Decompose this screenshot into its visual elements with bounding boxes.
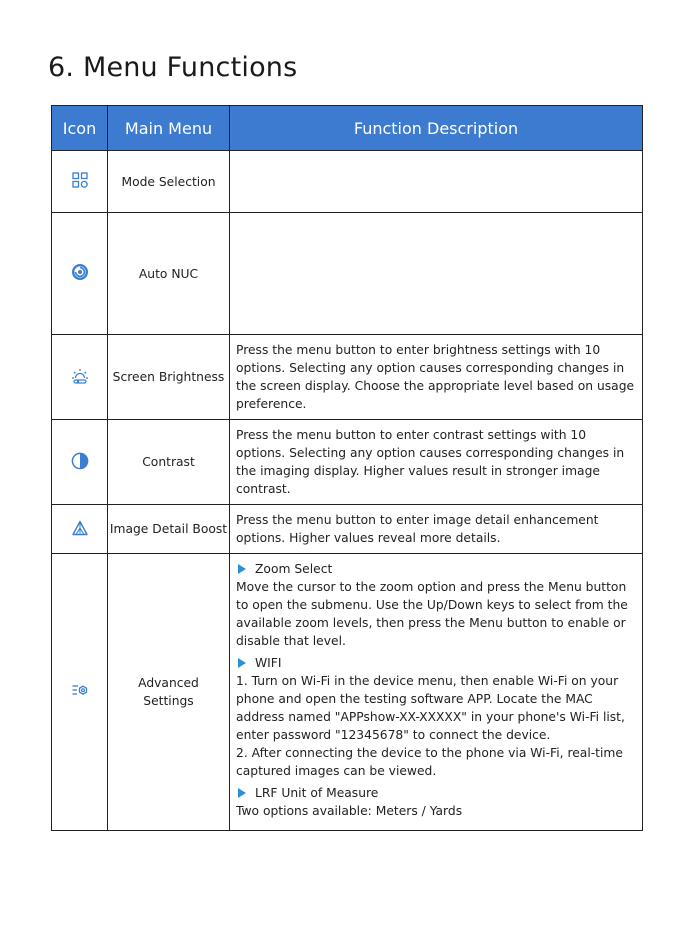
menu-functions-table <box>51 105 643 831</box>
page-title: 6. Menu Functions <box>48 52 298 83</box>
zoom-select-heading <box>236 560 636 578</box>
description-mode-selection <box>230 151 643 213</box>
screen-brightness-icon <box>71 367 89 385</box>
menu-screen-brightness: Screen Brightness <box>108 335 230 420</box>
contrast-icon <box>71 452 89 470</box>
auto-nuc-icon <box>71 263 89 281</box>
wifi-heading <box>236 654 636 672</box>
bullet-triangle-icon <box>238 788 246 798</box>
wifi-label: WIFI <box>255 656 282 670</box>
menu-image-detail-boost: Image Detail Boost <box>108 505 230 554</box>
menu-contrast: Contrast <box>108 420 230 505</box>
lrf-unit-heading <box>236 784 636 802</box>
table-row <box>52 505 643 554</box>
description-image-detail-boost: Press the menu button to enter image detail enhancement options. Higher values reveal more details. <box>230 505 643 554</box>
bullet-triangle-icon <box>238 564 246 574</box>
description-auto-nuc <box>230 213 643 335</box>
header-main-menu: Main Menu <box>108 106 230 151</box>
menu-auto-nuc: Auto NUC <box>108 213 230 335</box>
zoom-select-label: Zoom Select <box>255 562 333 576</box>
description-advanced-settings <box>230 554 643 831</box>
lrf-unit-text: Two options available: Meters / Yards <box>236 804 463 818</box>
menu-advanced-settings <box>108 554 230 831</box>
lrf-unit-label: LRF Unit of Measure <box>255 786 379 800</box>
zoom-select-text: Move the cursor to the zoom option and press the Menu button to open the submenu. Use the Up/Down keys to select from the available zoom levels, then press the Menu button to enable or disable that level. <box>236 580 628 648</box>
header-icon: Icon <box>52 106 108 151</box>
menu-advanced-line1: Advanced <box>138 676 199 690</box>
table-row <box>52 420 643 505</box>
table-row <box>52 335 643 420</box>
bullet-triangle-icon <box>238 658 246 668</box>
header-function-description: Function Description <box>230 106 643 151</box>
table-row <box>52 554 643 831</box>
wifi-text-2: 2. After connecting the device to the phone via Wi-Fi, real-time captured images can be viewed. <box>236 746 623 778</box>
description-contrast: Press the menu button to enter contrast settings with 10 options. Selecting any option causes corresponding changes in the imaging display. Higher values result in stronger image contrast. <box>230 420 643 505</box>
advanced-settings-icon <box>71 682 89 700</box>
wifi-text-1: 1. Turn on Wi-Fi in the device menu, then enable Wi-Fi on your phone and open the testing software APP. Locate the MAC address named "APPshow-XX-XXXXX" in your phone's Wi-Fi list, enter password "12345678" to connect the device. <box>236 674 625 742</box>
menu-advanced-line2: Settings <box>143 694 194 708</box>
table-row <box>52 151 643 213</box>
mode-selection-icon <box>71 171 89 189</box>
table-header-row <box>52 106 643 151</box>
table-row <box>52 213 643 335</box>
image-detail-boost-icon <box>71 519 89 537</box>
description-screen-brightness: Press the menu button to enter brightness settings with 10 options. Selecting any option causes corresponding changes in the screen display. Choose the appropriate level based on usage preference. <box>230 335 643 420</box>
menu-mode-selection: Mode Selection <box>108 151 230 213</box>
